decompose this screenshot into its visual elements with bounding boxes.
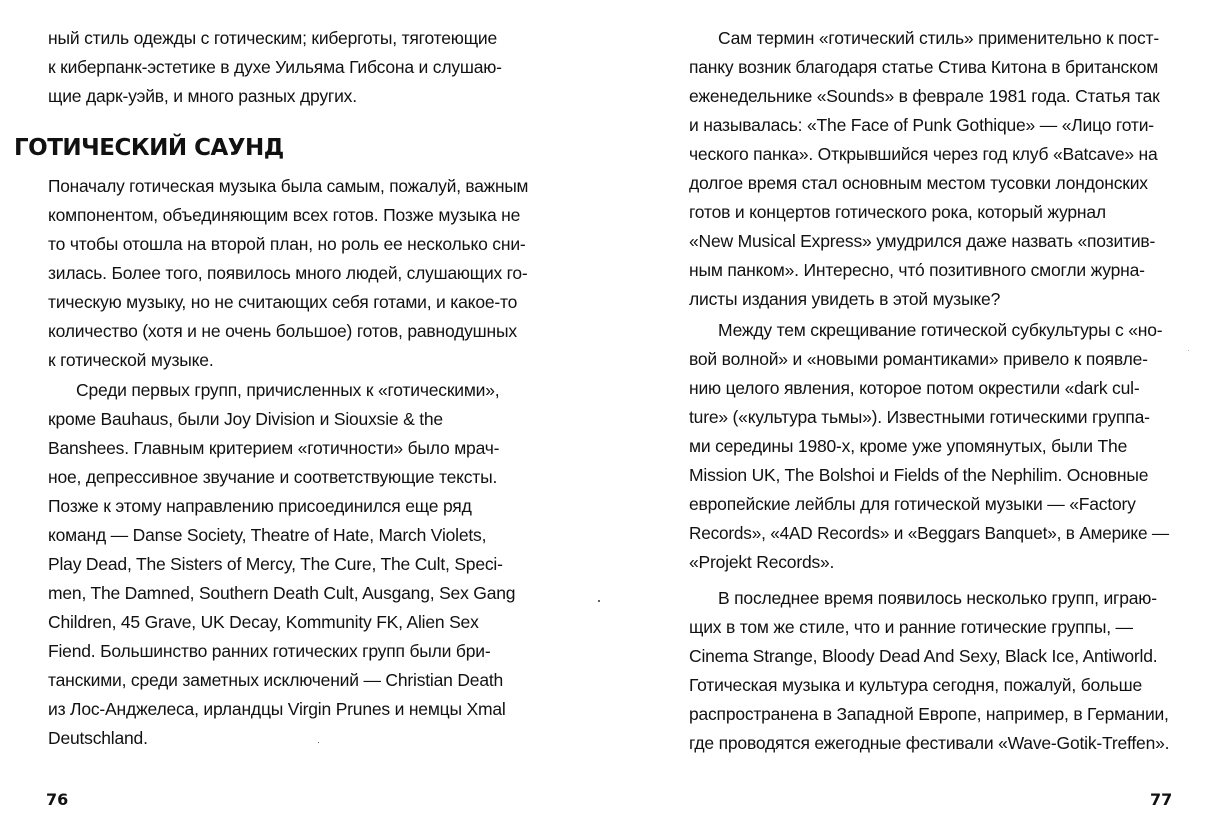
text-line: ture» («культура тьмы»). Известными готическими группа-	[689, 407, 1150, 427]
text-line: то чтобы отошла на второй план, но роль ее несколько сни-	[48, 234, 526, 254]
text-line: «Projekt Records».	[689, 552, 835, 572]
section-heading: ГОТИЧЕСКИЙ САУНД	[14, 135, 284, 161]
text-line: Готическая музыка и культура сегодня, пожалуй, больше	[689, 675, 1142, 695]
text-line: из Лос-Анджелеса, ирландцы Virgin Prunes и немцы Xmal	[48, 699, 506, 719]
text-line: В последнее время появилось несколько групп, играю-	[718, 588, 1157, 608]
text-line: Deutschland.	[48, 728, 148, 748]
page-number: 76	[46, 790, 69, 809]
text-line: кроме Bauhaus, были Joy Division и Siouxsie & the	[48, 409, 443, 429]
text-line: и называлась: «The Face of Punk Gothique» — «Лицо готи-	[689, 115, 1154, 135]
text-line: Позже к этому направлению присоединился еще ряд	[48, 496, 472, 516]
scan-speck	[1188, 350, 1189, 351]
text-line: тическую музыку, но не считающих себя готами, и какое-то	[48, 292, 518, 312]
text-line: команд — Danse Society, Theatre of Hate, March Violets,	[48, 525, 487, 545]
text-line: к киберпанк-эстетике в духе Уильяма Гибсона и слушаю-	[48, 57, 502, 77]
text-line: нию целого явления, которое потом окрестили «dark cul-	[689, 378, 1140, 398]
page-number: 77	[1150, 790, 1173, 809]
text-line: ное, депрессивное звучание и соответствующие тексты.	[48, 467, 498, 487]
text-line: Records», «4AD Records» и «Beggars Banquet», в Америке —	[689, 523, 1169, 543]
text-line: панку возник благодаря статье Стива Китона в британском	[689, 57, 1159, 77]
text-line: Cinema Strange, Bloody Dead And Sexy, Black Ice, Antiworld.	[689, 646, 1158, 666]
left-page	[0, 0, 603, 833]
text-line: Между тем скрещивание готической субкультуры с «но-	[718, 320, 1163, 340]
text-line: компонентом, объединяющим всех готов. Позже музыка не	[48, 205, 521, 225]
text-line: Поначалу готическая музыка была самым, пожалуй, важным	[48, 176, 529, 196]
text-line: зилась. Более того, появилось много людей, слушающих го-	[48, 263, 528, 283]
text-line: ным панком». Интересно, что́ позитивного смогли журна-	[689, 260, 1145, 280]
text-line: вой волной» и «новыми романтиками» привело к появле-	[689, 349, 1148, 369]
text-line: «New Musical Express» умудрился даже назвать «позитив-	[689, 231, 1156, 251]
text-line: еженедельнике «Sounds» в феврале 1981 года. Статья так	[689, 86, 1160, 106]
text-line: Children, 45 Grave, UK Decay, Kommunity FK, Alien Sex	[48, 612, 479, 632]
text-line: Сам термин «готический стиль» применительно к пост-	[718, 28, 1159, 48]
text-line: готов и концертов готического рока, который журнал	[689, 202, 1106, 222]
text-line: долгое время стал основным местом тусовки лондонских	[689, 173, 1148, 193]
text-line: Banshees. Главным критерием «готичности» было мрач-	[48, 438, 500, 458]
text-line: распространена в Западной Европе, например, в Германии,	[689, 704, 1169, 724]
text-line: Play Dead, The Sisters of Mercy, The Cure, The Cult, Speci-	[48, 554, 503, 574]
scan-speck	[598, 600, 600, 602]
text-line: щие дарк-уэйв, и много разных других.	[48, 86, 357, 106]
text-line: танскими, среди заметных исключений — Christian Death	[48, 670, 504, 690]
right-page	[603, 0, 1207, 833]
text-line: ми середины 1980-х, кроме уже упомянутых, были The	[689, 436, 1128, 456]
text-line: где проводятся ежегодные фестивали «Wave-Gotik-Treffen».	[689, 733, 1170, 753]
text-line: количество (хотя и не очень большое) готов, равнодушных	[48, 321, 517, 341]
text-line: щих в том же стиле, что и ранние готические группы, —	[689, 617, 1133, 637]
text-line: Среди первых групп, причисленных к «готическими»,	[76, 380, 500, 400]
text-line: к готической музыке.	[48, 350, 214, 370]
text-line: листы издания увидеть в этой музыке?	[689, 289, 1001, 309]
text-line: ческого панка». Открывшийся через год клуб «Batcave» на	[689, 144, 1158, 164]
text-line: men, The Damned, Southern Death Cult, Ausgang, Sex Gang	[48, 583, 516, 603]
scan-speck	[318, 742, 319, 743]
text-line: Fiend. Большинство ранних готических групп были бри-	[48, 641, 491, 661]
text-line: европейские лейблы для готической музыки — «Factory	[689, 494, 1136, 514]
text-line: Mission UK, The Bolshoi и Fields of the Nephilim. Основные	[689, 465, 1149, 485]
text-line: ный стиль одежды с готическим; киберготы, тяготеющие	[48, 28, 498, 48]
